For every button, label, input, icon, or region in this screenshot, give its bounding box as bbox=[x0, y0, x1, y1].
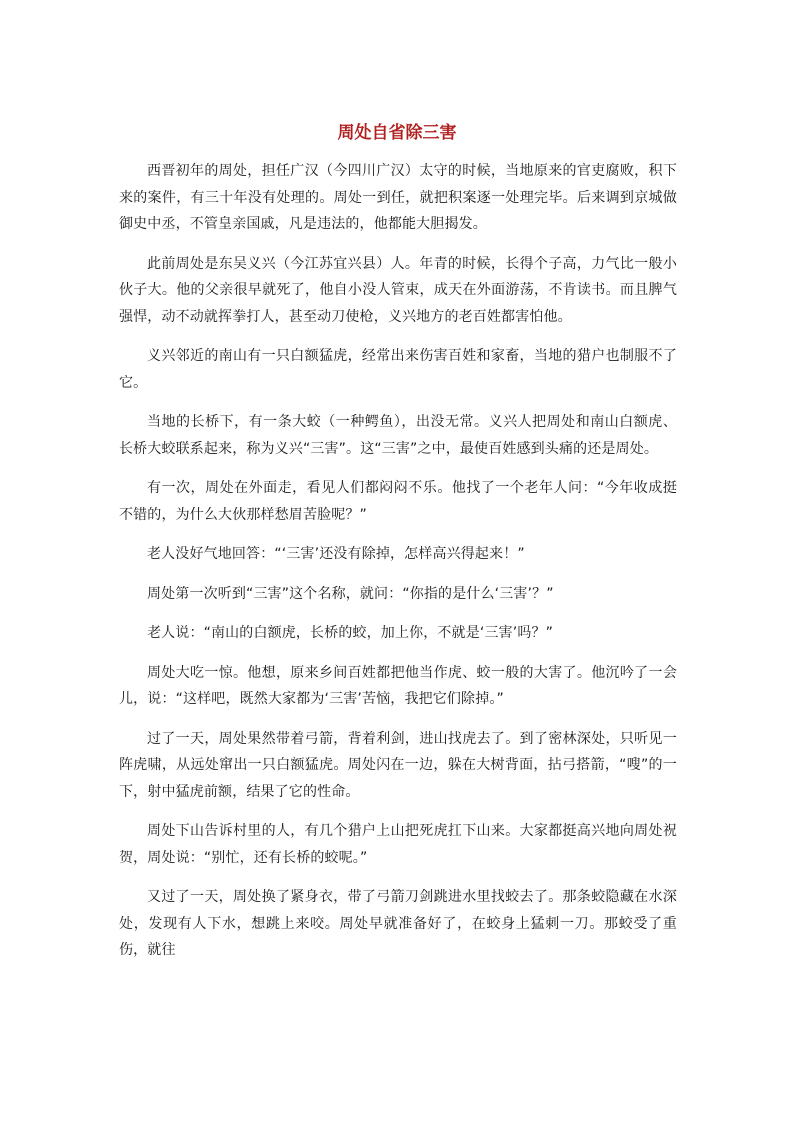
paragraph: 老人没好气地回答：“‘三害’还没有除掉，怎样高兴得起来！” bbox=[147, 546, 525, 562]
document-body bbox=[119, 158, 677, 977]
paragraph: 当地的长桥下，有一条大蛟（一种鳄鱼），出没无常。义兴人把周处和南山白额虎、长桥大蛟联系起来，称为义兴“三害”。这“三害”之中，最使百姓感到头痛的还是周处。 bbox=[119, 414, 677, 457]
paragraph: 老人说：“南山的白额虎，长桥的蛟，加上你，不就是‘三害’吗？” bbox=[147, 625, 554, 641]
paragraph: 过了一天，周处果然带着弓箭，背着利剑，进山找虎去了。到了密林深处，只听见一阵虎啸，从远处窜出一只白额猛虎。周处闪在一边，躲在大树背面，拈弓搭箭，“嗖”的一下，射中猛虎前额，结果了它的性命。 bbox=[119, 730, 677, 800]
paragraph: 又过了一天，周处换了紧身衣，带了弓箭刀剑跳进水里找蛟去了。那条蛟隐藏在水深处，发现有人下水，想跳上来咬。周处早就准备好了，在蛟身上猛刺一刀。那蛟受了重伤，就往 bbox=[119, 889, 677, 958]
paragraph: 周处第一次听到“三害”这个名称，就问：“你指的是什么‘三害’？” bbox=[147, 585, 554, 602]
document-title: 周处自省除三害 bbox=[337, 123, 457, 143]
paragraph: 西晋初年的周处，担任广汉（今四川广汉）太守的时候，当地原来的官吏腐败，积下来的案件，有三十年没有处理的。周处一到任，就把积案逐一处理完毕。后来调到京城做御史中丞，不管皇亲国戚，凡是违法的，他都能大胆揭发。 bbox=[119, 163, 677, 232]
paragraph: 此前周处是东吴义兴（今江苏宜兴县）人。年青的时候，长得个子高，力气比一般小伙子大。他的父亲很早就死了，他自小没人管束，成天在外面游荡，不肯读书。而且脾气强悍，动不动就挥拳打人，甚至动刀使枪，义兴地方的老百姓都害怕他。 bbox=[119, 255, 677, 325]
paragraph: 周处大吃一惊。他想，原来乡间百姓都把他当作虎、蛟一般的大害了。他沉吟了一会儿，说：“这样吧，既然大家都为‘三害’苦恼，我把它们除掉。” bbox=[119, 664, 677, 707]
paragraph: 有一次，周处在外面走，看见人们都闷闷不乐。他找了一个老年人问：“今年收成挺不错的，为什么大伙那样愁眉苦脸呢？” bbox=[119, 480, 677, 523]
paragraph: 义兴邻近的南山有一只白额猛虎，经常出来伤害百姓和家畜，当地的猎户也制服不了它。 bbox=[119, 348, 677, 391]
paragraph: 周处下山告诉村里的人，有几个猎户上山把死虎扛下山来。大家都挺高兴地向周处祝贺，周处说：“别忙，还有长桥的蛟呢。” bbox=[119, 823, 677, 866]
